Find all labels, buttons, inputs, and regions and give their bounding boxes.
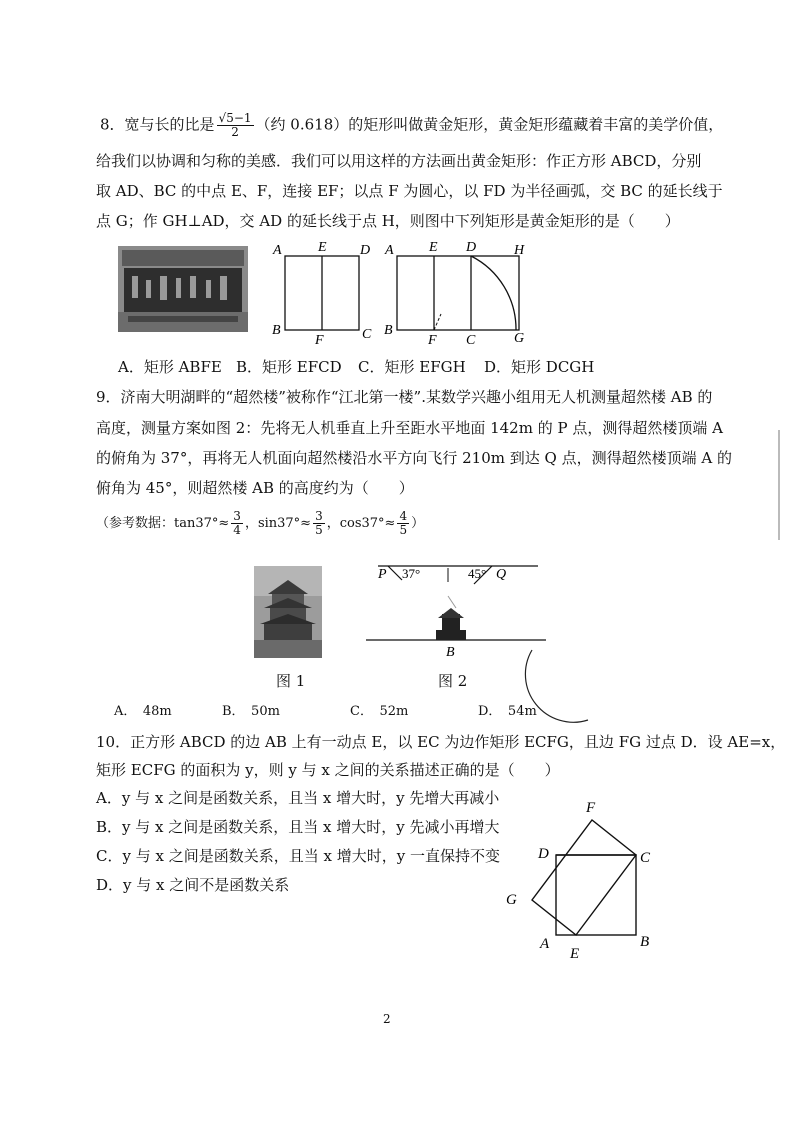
q8-line4: 点 G；作 GH⊥AD，交 AD 的延长线于点 H，则图中下列矩形是黄金矩形的是（ ）	[96, 212, 680, 230]
q8-option-a: A．矩形 ABFE	[118, 358, 222, 376]
label-F: F	[315, 333, 324, 346]
q9-reference-data: （参考数据：tan37°≈ $\frac{3}{4}$ ，sin37°≈ $\frac{3}{5}$ ，cos37°≈ $\frac{4}{5}$ ）	[96, 509, 425, 537]
label-A: A	[273, 243, 282, 258]
svg-text:B: B	[384, 323, 393, 338]
q8-option-b: B．矩形 EFCD	[236, 358, 342, 376]
q10-option-c: C．y 与 x 之间是函数关系，且当 x 增大时，y 一直保持不变	[96, 847, 500, 865]
svg-text:F: F	[428, 333, 437, 346]
q9-option-d: D． 54m	[478, 704, 537, 719]
q8-option-d: D．矩形 DCGH	[484, 358, 595, 376]
label-H: H	[514, 243, 525, 258]
q9-option-b: B． 50m	[222, 704, 280, 719]
q9-tower-photo	[254, 566, 322, 658]
q9-measurement-diagram	[366, 556, 546, 662]
q9-line2: 高度，测量方案如图 2：先将无人机垂直上升至距水平地面 142m 的 P 点，测得超然楼顶端 A	[96, 419, 723, 437]
q9-option-c: C． 52m	[350, 704, 409, 719]
golden-ratio-fraction: $\frac{√5-1}{2}$	[218, 111, 252, 139]
label-F: F	[586, 800, 596, 816]
q8-golden-rectangle-figure	[382, 236, 532, 346]
label-D: D	[360, 243, 371, 258]
scan-edge-mark	[778, 430, 780, 540]
q10-line2: 矩形 ECFG 的面积为 y，则 y 与 x 之间的关系描述正确的是（ ）	[96, 761, 560, 779]
label-B: B	[272, 323, 281, 338]
q10-geometry-figure	[500, 792, 670, 964]
label-B: B	[640, 934, 650, 950]
q8-line2: 给我们以协调和匀称的美感．我们可以用这样的方法画出黄金矩形：作正方形 ABCD，分别	[96, 152, 702, 170]
q10-line1: 10．正方形 ABCD 的边 AB 上有一动点 E，以 EC 为边作矩形 ECFG，且边 FG 过点 D．设 AE=x，	[96, 733, 786, 751]
q9-line3: 的俯角为 37°，再将无人机面向超然楼沿水平方向飞行 210m 到达 Q 点，测得超然楼顶端 A 的	[96, 449, 732, 467]
label-B: B	[446, 645, 455, 660]
label-C: C	[362, 327, 372, 342]
svg-text:A: A	[385, 243, 394, 258]
angle-37: 37°	[402, 566, 421, 581]
q9-figure1-caption: 图 1	[276, 672, 306, 690]
q9-line4: 俯角为 45°，则超然楼 AB 的高度约为（ ）	[96, 479, 414, 497]
q8-line1: 8．宽与长的比是 $\frac{√5-1}{2}$ （约 0.618）的矩形叫做黄金矩形，黄金矩形蕴藏着丰富的美学价值，	[100, 111, 724, 139]
q10-option-b: B．y 与 x 之间是函数关系，且当 x 增大时，y 先减小再增大	[96, 818, 500, 836]
svg-text:E: E	[429, 240, 438, 255]
q9-option-a: A． 48m	[114, 704, 172, 719]
label-E: E	[570, 946, 580, 962]
label-G: G	[506, 892, 517, 908]
label-C: C	[640, 850, 651, 866]
page-number: 2	[383, 1012, 391, 1026]
q8-option-c: C．矩形 EFGH	[358, 358, 466, 376]
label-A: A	[540, 936, 550, 952]
label-E: E	[318, 240, 327, 255]
q8-square-figure	[270, 236, 380, 346]
q10-option-a: A．y 与 x 之间是函数关系，且当 x 增大时，y 先增大再减小	[96, 789, 500, 807]
label-D: D	[538, 846, 549, 862]
q8-building-photo	[118, 246, 248, 332]
svg-text:D: D	[466, 240, 477, 255]
q8-line3: 取 AD、BC 的中点 E、F，连接 EF；以点 F 为圆心，以 FD 为半径画弧，交 BC 的延长线于	[96, 182, 723, 200]
q9-line1: 9．济南大明湖畔的“超然楼”被称作“江北第一楼”.某数学兴趣小组用无人机测量超然楼 AB 的	[96, 388, 713, 406]
q9-figure2-caption: 图 2	[438, 672, 468, 690]
q10-option-d: D．y 与 x 之间不是函数关系	[96, 876, 290, 894]
label-P: P	[378, 567, 387, 582]
label-G: G	[514, 331, 525, 346]
label-Q: Q	[496, 567, 507, 582]
svg-text:C: C	[466, 333, 476, 346]
angle-45: 45°	[468, 566, 487, 581]
